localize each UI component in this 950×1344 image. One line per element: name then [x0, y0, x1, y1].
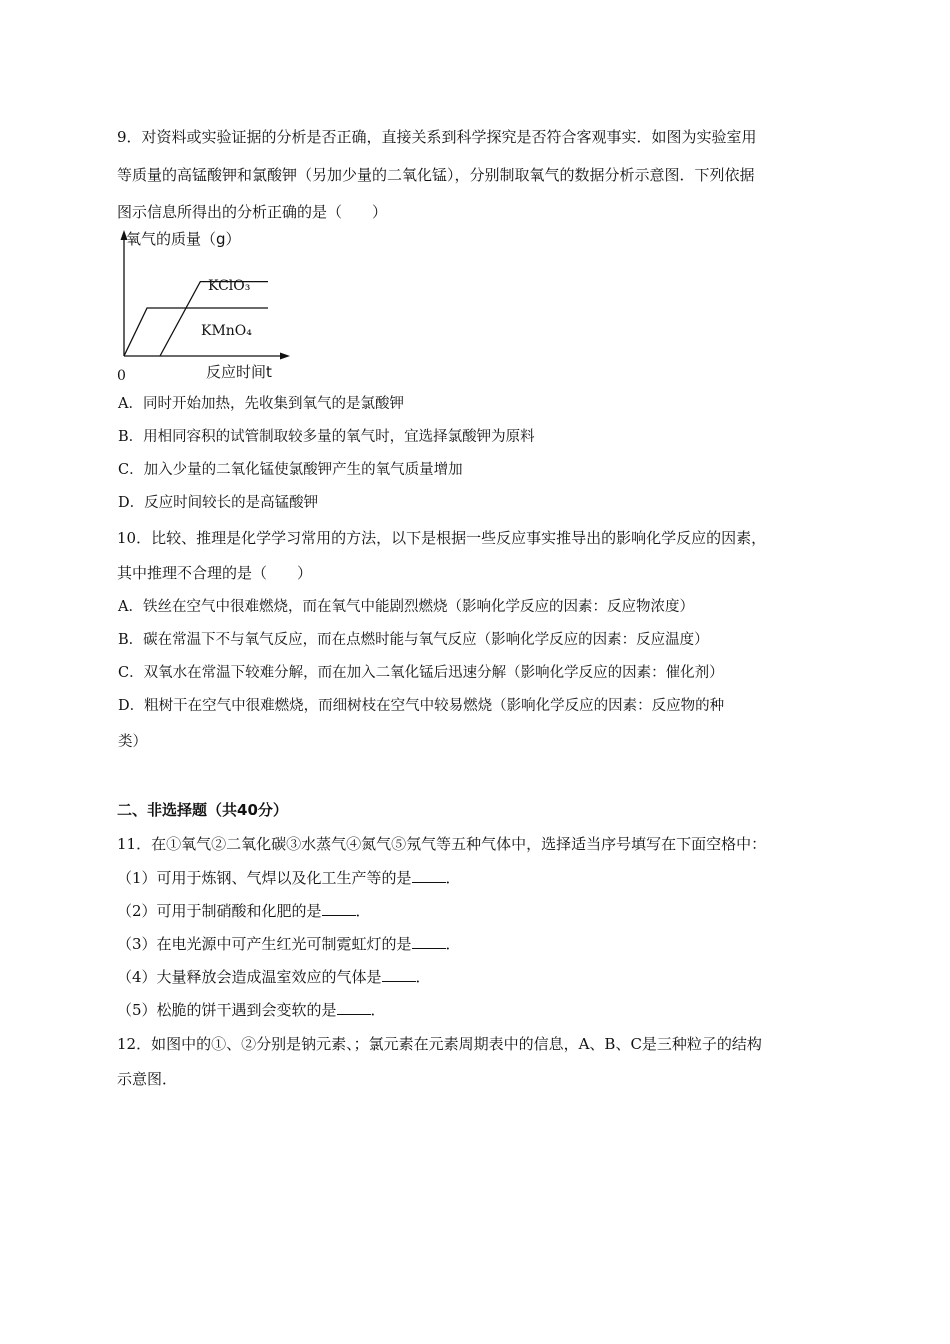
series-kclo3-label: KClO₃ [208, 278, 251, 294]
q11-item-1: （1）可用于炼钢、气焊以及化工生产等的是 ． [117, 869, 461, 887]
x-axis-label: 反应时间t [206, 363, 272, 381]
q9-option-d: D．反应时间较长的是高锰酸钾 [118, 495, 319, 511]
oxygen-mass-chart [108, 228, 298, 388]
q11-item-3: （3）在电光源中可产生红光可制霓虹灯的是 ． [117, 935, 461, 953]
q10-option-c: C．双氧水在常温下较难分解，而在加入二氧化锰后迅速分解（影响化学反应的因素：催化剂） [118, 665, 724, 681]
series-kmno4-label: KMnO₄ [201, 323, 252, 339]
q9-line-1: 9．对资料或实验证据的分析是否正确，直接关系到科学探究是否符合客观事实．如图为实验室用 [117, 128, 757, 146]
q12-line-2: 示意图． [117, 1070, 178, 1088]
q11-stem: 11．在①氧气②二氧化碳③水蒸气④氮气⑤氖气等五种气体中，选择适当序号填写在下面空格中： [117, 835, 767, 853]
q10-option-d-cont: 类） [118, 734, 147, 750]
q11-item-2: （2）可用于制硝酸和化肥的是 ． [117, 902, 371, 920]
q9-option-b: B．用相同容积的试管制取较多量的氧气时，宜选择氯酸钾为原料 [118, 429, 535, 445]
answer-blank[interactable] [337, 1000, 371, 1015]
origin-label: 0 [117, 368, 126, 384]
x-axis-arrow [280, 353, 290, 360]
q9-option-c: C．加入少量的二氧化锰使氯酸钾产生的氧气质量增加 [118, 462, 463, 478]
q9-line-2: 等质量的高锰酸钾和氯酸钾（另加少量的二氧化锰），分别制取氧气的数据分析示意图．下列依据 [117, 166, 755, 184]
q11-item-4: （4）大量释放会造成温室效应的气体是 ． [117, 968, 431, 986]
q11-item-5: （5）松脆的饼干遇到会变软的是 ． [117, 1001, 386, 1019]
answer-blank[interactable] [322, 901, 356, 916]
q10-option-a: A．铁丝在空气中很难燃烧，而在氧气中能剧烈燃烧（影响化学反应的因素：反应物浓度） [118, 599, 694, 615]
q10-line-1: 10．比较、推理是化学学习常用的方法，以下是根据一些反应事实推导出的影响化学反应的因素， [117, 529, 767, 547]
y-axis-label: 氧气的质量（g） [126, 230, 241, 248]
q9-option-a: A．同时开始加热，先收集到氧气的是氯酸钾 [118, 396, 404, 412]
answer-blank[interactable] [412, 934, 446, 949]
answer-blank[interactable] [382, 967, 416, 982]
q9-line-3: 图示信息所得出的分析正确的是（ ） [117, 203, 388, 221]
section-title: 二、非选择题（共40分） [117, 801, 288, 819]
q12-line-1: 12．如图中的①、②分别是钠元素、；氯元素在元素周期表中的信息，A、B、C是三种粒子的结构 [117, 1035, 762, 1053]
answer-blank[interactable] [412, 868, 446, 883]
q10-line-2: 其中推理不合理的是（ ） [117, 564, 313, 582]
q10-option-d: D．粗树干在空气中很难燃烧，而细树枝在空气中较易燃烧（影响化学反应的因素：反应物的种 [118, 698, 725, 714]
q10-option-b: B．碳在常温下不与氧气反应，而在点燃时能与氧气反应（影响化学反应的因素：反应温度） [118, 632, 709, 648]
